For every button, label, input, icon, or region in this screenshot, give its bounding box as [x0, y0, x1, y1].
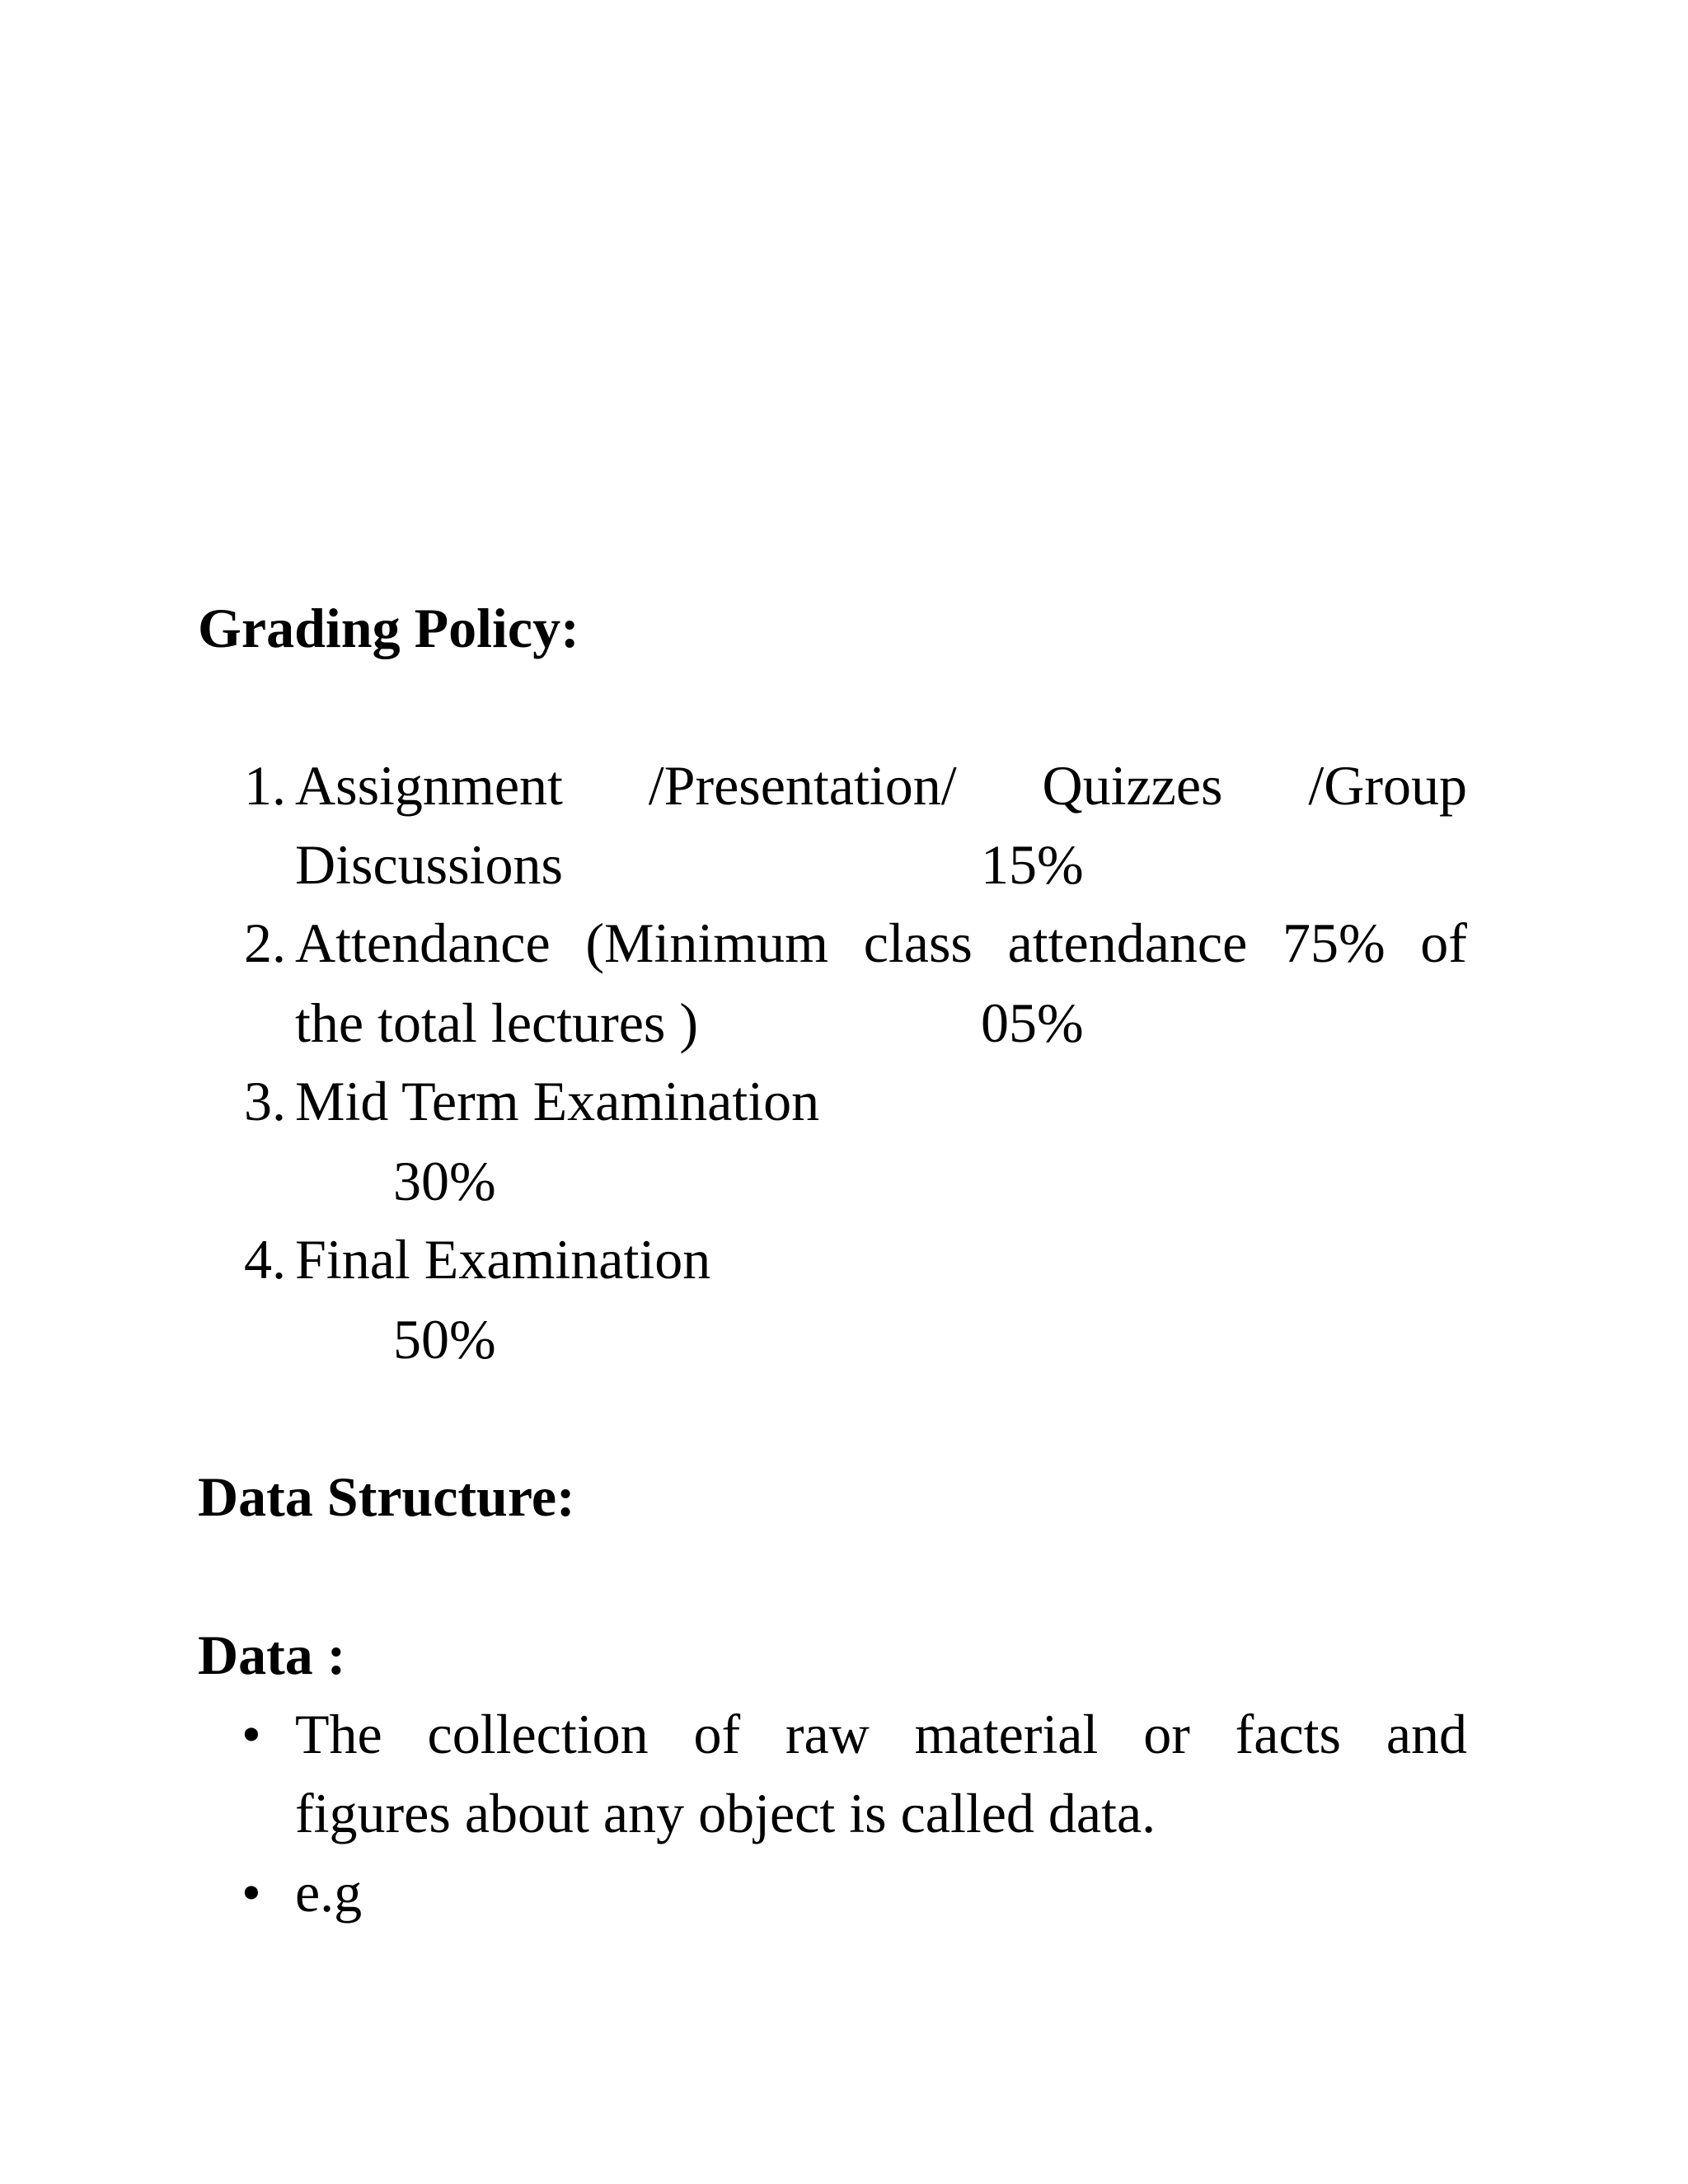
word: class [863, 912, 973, 974]
data-structure-heading: Data Structure: [198, 1465, 575, 1528]
list-item-text: Final Examination [295, 1228, 711, 1291]
percent-value: 15% [981, 833, 1084, 896]
word: raw [785, 1703, 870, 1765]
word: Attendance [295, 912, 551, 974]
bullet-text: e.g [295, 1861, 363, 1924]
word: /Presentation/ [648, 754, 957, 817]
word: The [295, 1703, 382, 1765]
list-item-number: 4. [244, 1228, 286, 1291]
bullet-text: figures about any object is called data. [295, 1782, 1156, 1844]
word: and [1386, 1703, 1467, 1765]
list-item-text: Mid Term Examination [295, 1070, 820, 1132]
list-item-number: 2. [244, 912, 286, 974]
bullet-line [295, 1701, 1467, 1767]
word: Quizzes [1042, 754, 1223, 817]
word: facts [1235, 1703, 1342, 1765]
word: Assignment [295, 754, 563, 817]
word: of [693, 1703, 741, 1765]
list-item-line [295, 910, 1467, 976]
percent-value: 50% [393, 1308, 496, 1371]
word: or [1143, 1703, 1190, 1765]
word: material [914, 1703, 1099, 1765]
word: 75% [1282, 912, 1386, 974]
word: collection [427, 1703, 649, 1765]
data-heading: Data : [198, 1624, 346, 1686]
bullet-icon: • [241, 1861, 261, 1924]
grading-policy-heading: Grading Policy: [198, 597, 579, 659]
percent-value: 30% [393, 1150, 496, 1212]
bullet-icon: • [241, 1703, 261, 1765]
word: attendance [1007, 912, 1248, 974]
list-item-text: Discussions [295, 833, 563, 896]
list-item-number: 3. [244, 1070, 286, 1132]
percent-value: 05% [981, 991, 1084, 1054]
word: of [1420, 912, 1467, 974]
list-item-number: 1. [244, 754, 286, 817]
word: (Minimum [585, 912, 828, 974]
list-item-text: the total lectures ) [295, 991, 699, 1054]
list-item-line [295, 752, 1467, 818]
word: /Group [1308, 754, 1467, 817]
